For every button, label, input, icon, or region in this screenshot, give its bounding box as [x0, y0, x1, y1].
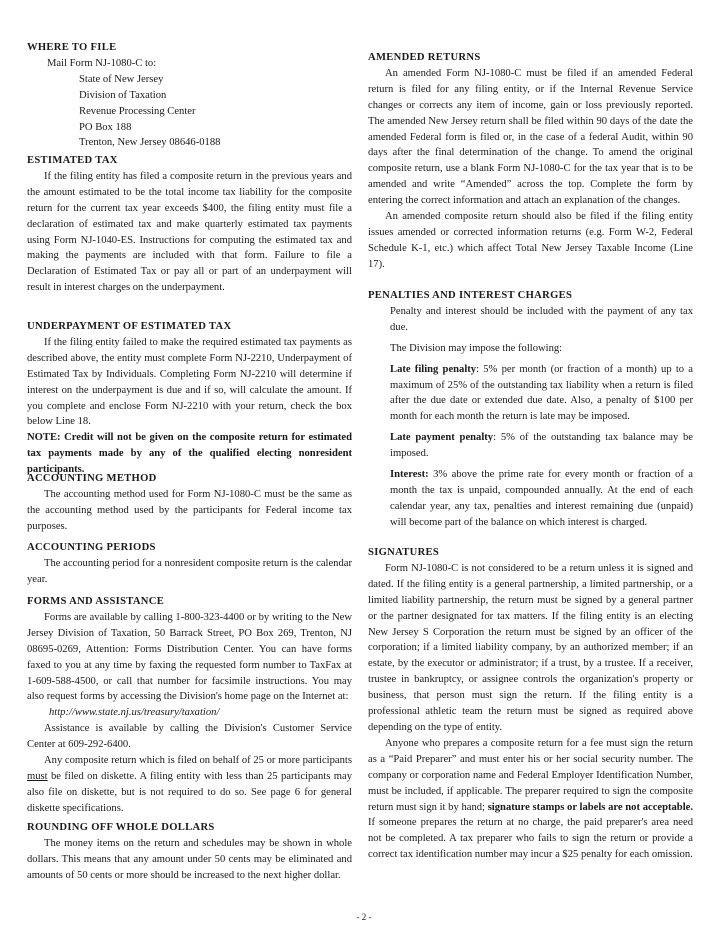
- underpayment-note: NOTE: Credit will not be given on the composite return for estimated tax payments made by any of the qualified electing nonresident participants.: [27, 432, 352, 476]
- diskette-text: [27, 753, 352, 817]
- mail-intro: Mail Form NJ-1080-C to:: [47, 57, 157, 69]
- address-line: Division of Taxation: [79, 89, 167, 101]
- address-line: Revenue Processing Center: [79, 105, 196, 117]
- forms-availability-text: Forms are available by calling 1-800-323-4400 or by writing to the New Jersey Division of Taxation, 50 Barrack Street, PO Box 269, Trenton, NJ 08695-0269, Attention: Forms Distribution Center. You can have forms faxed to you at any time by faxing the requested form number to TaxFax at 1-609-588-4500, or call that number for facsimile instructions. You may also request forms by accessing the Division's home page on the Internet at:: [27, 611, 352, 703]
- signature-stamps-warning: signature stamps or labels are not acceptable.: [487, 801, 693, 813]
- penalties-intro: Penalty and interest should be included with the payment of any tax due.: [390, 305, 693, 333]
- amended-returns-heading: AMENDED RETURNS: [368, 52, 481, 63]
- accounting-method-text: The accounting method used for Form NJ-1080-C must be the same as the accounting method used by the participants for Federal income tax purposes.: [27, 488, 352, 532]
- page-number: - 2 -: [356, 912, 372, 922]
- customer-service-text: Assistance is available by calling the Division's Customer Service Center at 609-292-6400.: [27, 723, 352, 751]
- underpayment-section: [27, 319, 352, 478]
- paid-preparer-start: Anyone who prepares a composite return for a fee must sign the return as a “Paid Preparer” and must enter his or her social security number. The company or corporation name and Federal Employer Identification Number, must be included, if applicable. The preparer required to sign the composite return must sign it by hand;: [368, 737, 693, 813]
- mailing-address: [27, 56, 352, 151]
- diskette-text-start: Any composite return which is filed on behalf of 25 or more participants: [44, 755, 352, 767]
- interest-charge: [390, 467, 693, 531]
- amended-returns-section: [368, 50, 693, 273]
- late-payment-text: : 5% of the outstanding tax balance may be imposed.: [390, 432, 694, 460]
- address-line: Trenton, New Jersey 08646-0188: [79, 137, 221, 149]
- estimated-tax-heading: ESTIMATED TAX: [27, 155, 118, 166]
- address-line: PO Box 188: [79, 121, 132, 133]
- late-filing-label: Late filing penalty: [390, 363, 477, 375]
- accounting-periods-section: [27, 540, 352, 588]
- accounting-method-heading: ACCOUNTING METHOD: [27, 473, 157, 484]
- diskette-text-end: be filed on diskette. A filing entity with less than 25 participants may also file on diskette, but is not required to do so. See page 6 for general diskette specifications.: [27, 770, 352, 814]
- underpayment-heading: UNDERPAYMENT OF ESTIMATED TAX: [27, 321, 232, 332]
- late-filing-text: : 5% per month (or fraction of a month) up to a maximum of 25% of the outstanding tax liability when a return is filed after the due date or extended due date. Also, a penalty of $100 per month for each month the return is late may be imposed.: [390, 363, 693, 423]
- rounding-section: [27, 820, 352, 884]
- penalties-section: [368, 288, 693, 536]
- late-payment-penalty: [390, 430, 693, 462]
- signatures-heading: SIGNATURES: [368, 547, 440, 558]
- forms-assistance-heading: FORMS AND ASSISTANCE: [27, 596, 165, 607]
- address-line: State of New Jersey: [79, 73, 164, 85]
- accounting-periods-heading: ACCOUNTING PERIODS: [27, 542, 156, 553]
- late-filing-penalty: [390, 362, 693, 426]
- interest-label: Interest:: [390, 469, 429, 481]
- forms-assistance-section: [27, 594, 352, 817]
- paid-preparer-text: [368, 736, 693, 863]
- penalties-heading: PENALTIES AND INTEREST CHARGES: [368, 290, 573, 301]
- paid-preparer-end: If someone prepares the return at no charge, the paid preparer's area need not be completed. A tax preparer who fails to sign the return or provide a correct tax identification number may incur a $25 penalty for each omission.: [368, 817, 693, 861]
- interest-text: 3% above the prime rate for every month or fraction of a month the tax is unpaid, compounded annually. At the end of each calendar year, any tax, penalties and interest remaining due (unpaid) will become part of the balance on which interest is charged.: [390, 469, 693, 528]
- accounting-periods-text: The accounting period for a nonresident composite return is the calendar year.: [27, 557, 352, 585]
- rounding-text: The money items on the return and schedules may be shown in whole dollars. This means that any amount under 50 cents may be eliminated and amounts of 50 cents or more should be increased to the next higher dollar.: [27, 837, 352, 881]
- must-emphasis: must: [27, 770, 48, 782]
- amended-returns-text: An amended Form NJ-1080-C must be filed if an amended Federal return is filed for any filing entity, or if the Internal Revenue Service changes or corrects any item of income, gain or loss previously reported. The amended New Jersey return shall be filed within 90 days of the date the amended Federal form is filed or, in the case of a federal Audit, within 90 days after the final determination of the change. To amend the original composite return, use a blank Form NJ-1080-C for the tax year that is to be amended and write “Amended” across the top. Complete the form by entering the correct information and attach an explanation of the changes.: [368, 67, 693, 207]
- signatures-section: [368, 545, 693, 863]
- estimated-tax-section: [27, 153, 352, 296]
- estimated-tax-text: If the filing entity has filed a composite return in the previous years and the amount estimated to be the total income tax liability for the composite return for the current tax year exceeds $400, the filing entity must file a declaration of estimated tax and make quarterly estimated tax payments using Form NJ-1040-ES. Instructions for computing the estimated tax and making the payments are included with that form. Failure to file a Declaration of Estimated Tax or pay all or part of an underpayment will result in interest charges on the underpayment.: [27, 170, 352, 294]
- penalties-details: [368, 304, 693, 531]
- underpayment-text: If the filing entity failed to make the required estimated tax payments as described above, the entity must complete Form NJ-2210, Underpayment of Estimated Tax by Individuals. Completing Form NJ-2210 will determine if interest on the underpayment is due and if so, will calculate the amount. If you complete and enclose Form NJ-2210 with your return, check the box below Line 18.: [27, 336, 352, 428]
- amended-info-returns-text: An amended composite return should also be filed if the filing entity issues amended or corrected information returns (e.g. Form W-2, Federal Schedule K-1, etc.) which affect Total New Jersey Taxable Income (Line 17).: [368, 211, 693, 270]
- division-url-link[interactable]: http://www.state.nj.us/treasury/taxation/: [49, 707, 220, 719]
- accounting-method-section: [27, 471, 352, 535]
- late-payment-label: Late payment penalty: [390, 432, 494, 444]
- signatures-text: Form NJ-1080-C is not considered to be a return unless it is signed and dated. If the filing entity is a general partnership, a limited partnership, or a limited liability partnership, the return must be signed by a general partner or the partner designated for tax matters. If the filing entity is an electing New Jersey S Corporation the return must be signed by an officer of the corporation; if a limited liability company, by an authorized member; if an estate, by the executor or administrator; if a trust, by a trustee. If a receiver, trustee in bankruptcy, or assignee controls the organization's property or business, that person must sign the return. If the filing entity is a professional athletic team the return must be signed as required above depending on the type of entity.: [368, 562, 693, 733]
- where-to-file-section: [27, 40, 352, 151]
- rounding-heading: ROUNDING OFF WHOLE DOLLARS: [27, 822, 215, 833]
- division-may-impose: The Division may impose the following:: [390, 342, 563, 354]
- where-to-file-heading: WHERE TO FILE: [27, 42, 117, 53]
